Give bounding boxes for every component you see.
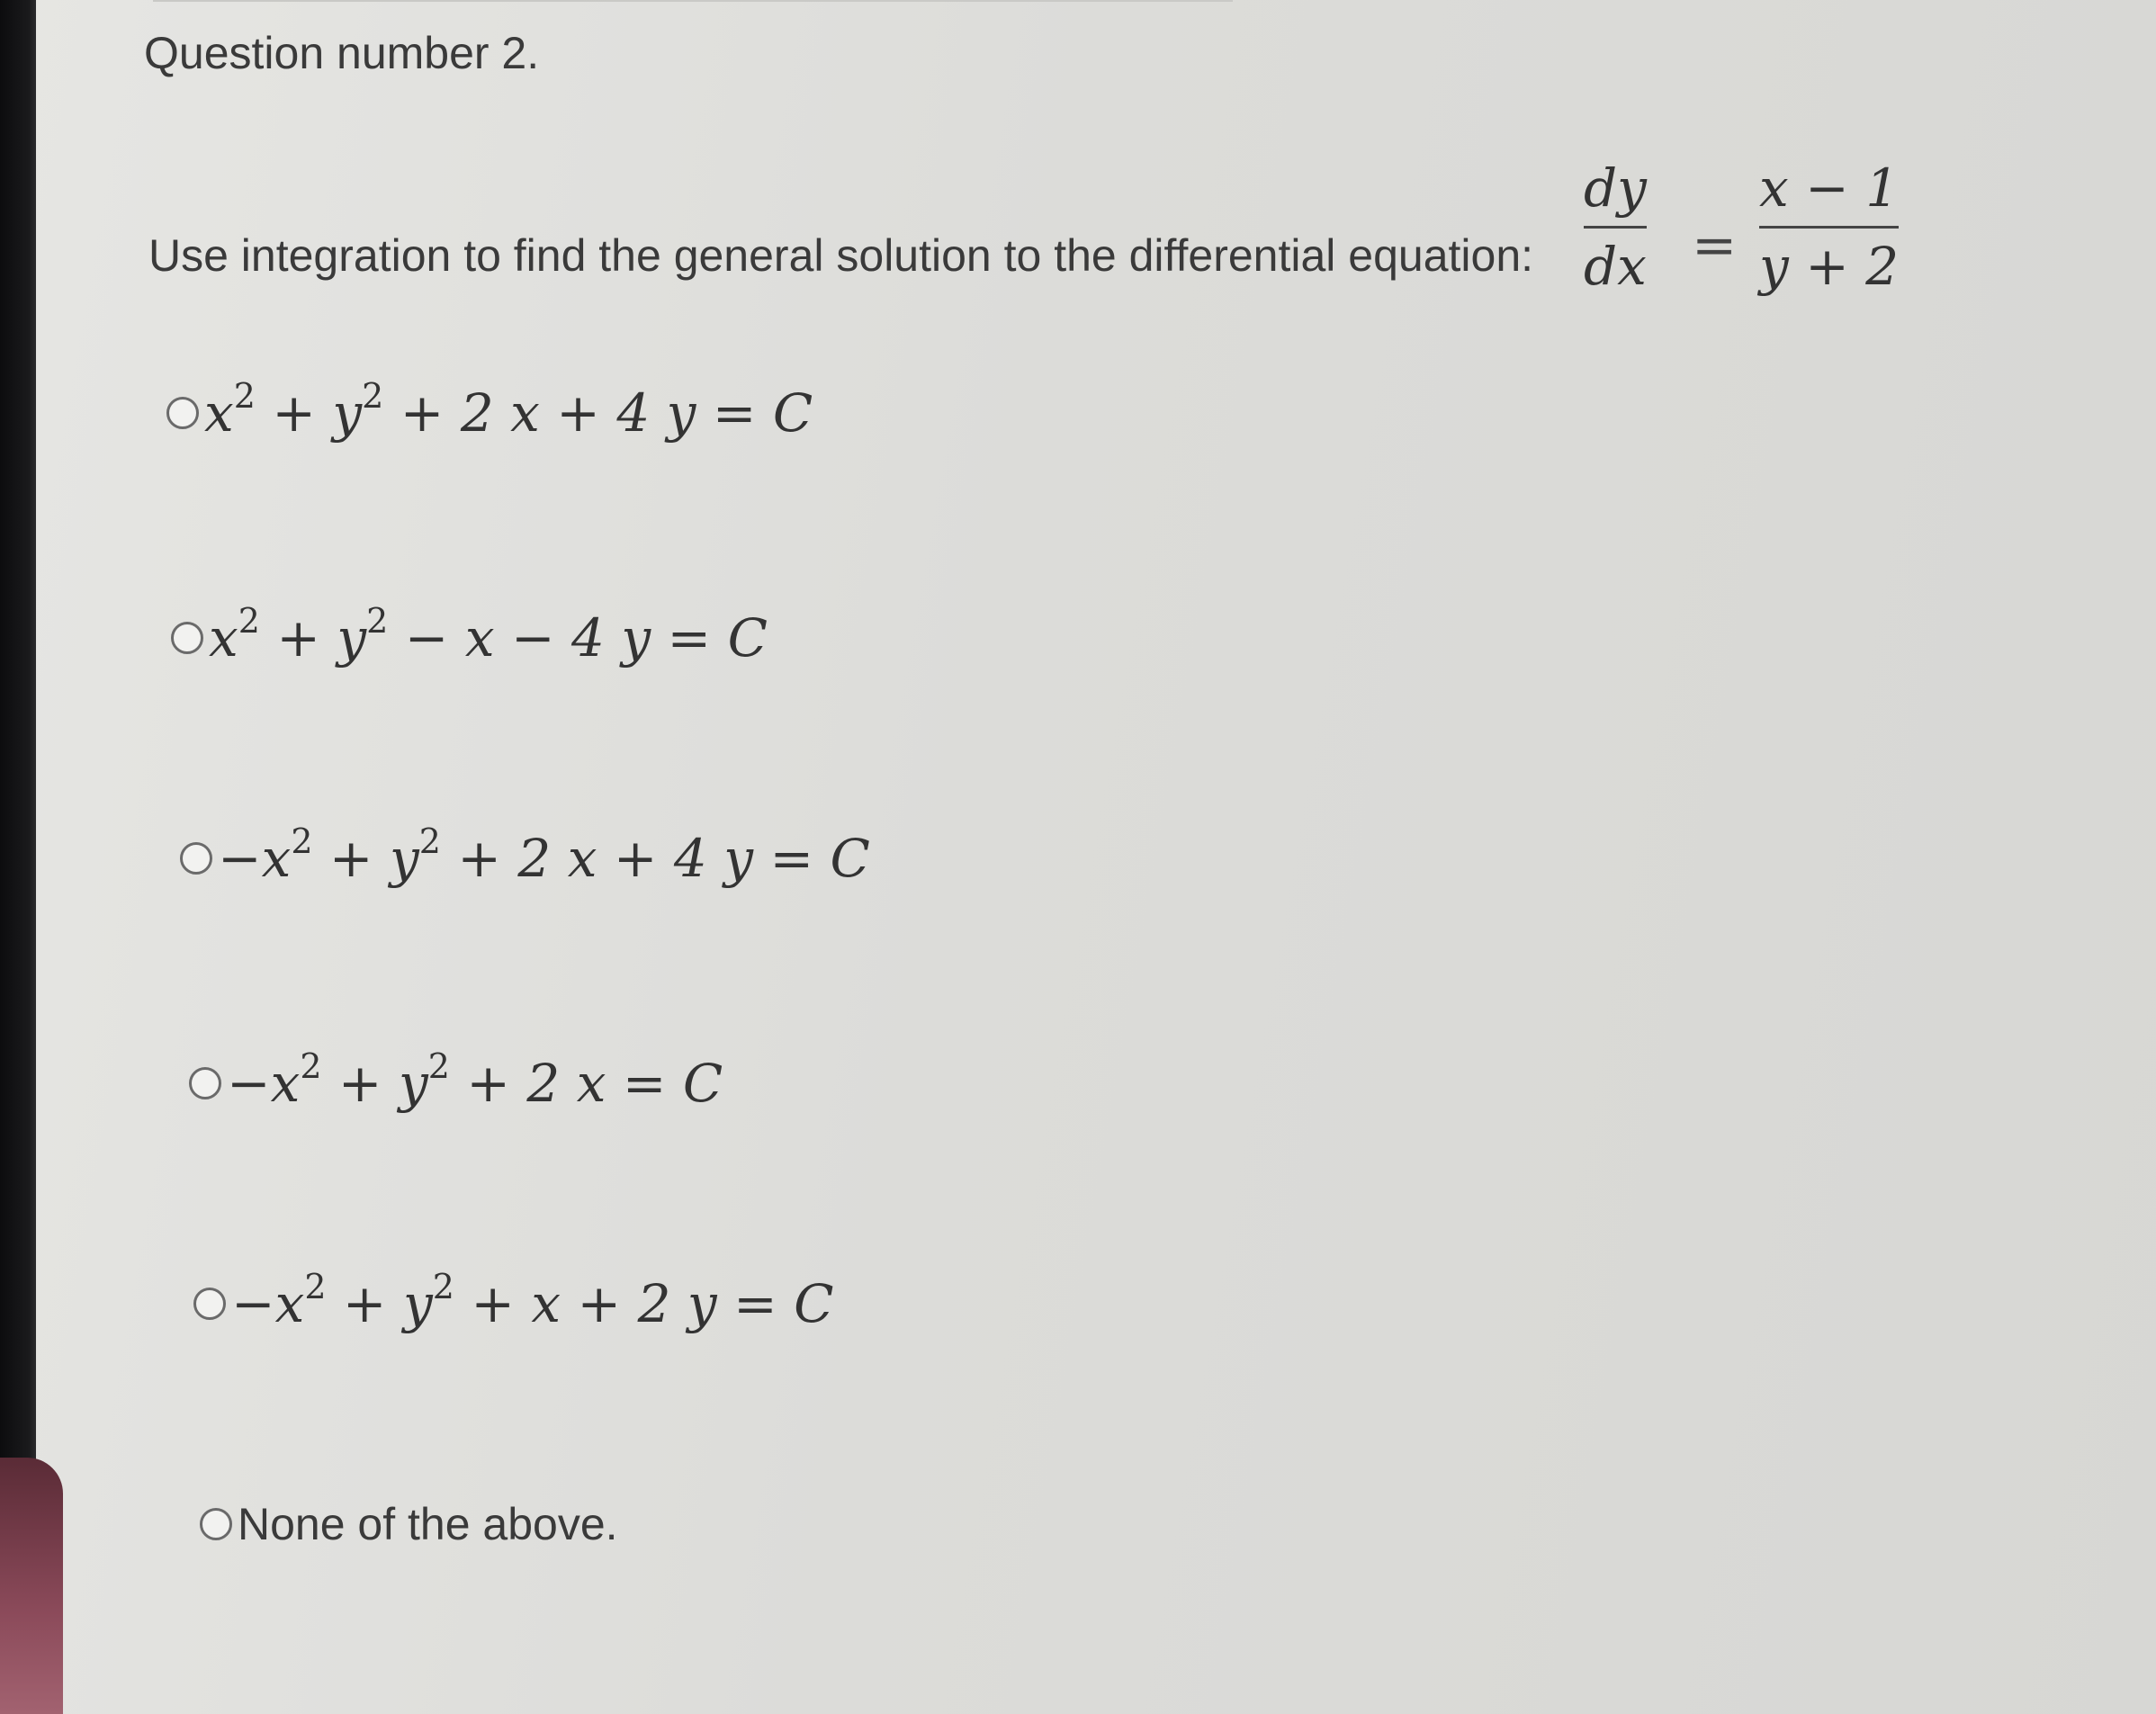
equals-sign: = <box>1692 214 1738 277</box>
radio-button[interactable] <box>180 842 212 875</box>
option-4-expression: $-x^2 + y^2 + 2$ x = C <box>227 1046 723 1114</box>
option-5[interactable] <box>193 1267 834 1334</box>
option-6-label: None of the above. <box>238 1499 618 1549</box>
rhs-numerator: x − 1 <box>1759 157 1900 219</box>
option-3[interactable] <box>180 821 870 889</box>
lhs-fraction-bar <box>1584 226 1647 229</box>
option-1[interactable] <box>166 376 813 444</box>
radio-button[interactable] <box>189 1067 221 1099</box>
top-divider <box>153 0 1233 2</box>
lhs-denominator: dx <box>1584 236 1647 297</box>
option-3-expression: $-x^2 + y^2 + 2$ x + 4 y = C <box>218 821 870 889</box>
option-5-expression: $-x^2 + y^2 + x + 2$ y = C <box>231 1267 834 1334</box>
radio-button[interactable] <box>193 1288 226 1320</box>
question-prompt: Use integration to find the general solution to the differential equation: <box>148 230 1534 281</box>
radio-button[interactable] <box>200 1508 232 1540</box>
rhs-denominator: y + 2 <box>1759 236 1900 297</box>
option-6[interactable] <box>200 1498 618 1550</box>
option-2-expression: $x^2 + y^2 - x - 4$ y = C <box>209 601 768 669</box>
lhs-numerator: dy <box>1584 157 1647 219</box>
option-4[interactable] <box>189 1046 723 1114</box>
radio-button[interactable] <box>171 622 203 654</box>
question-number: Question number 2. <box>144 28 540 78</box>
rhs-fraction-bar <box>1759 226 1899 229</box>
lhs-fraction <box>1584 157 1647 297</box>
option-1-expression: $x^2 + y^2 + 2$ x + 4 y = C <box>204 376 813 444</box>
option-2[interactable] <box>171 601 768 669</box>
background-object <box>0 1458 63 1714</box>
rhs-fraction <box>1759 157 1899 297</box>
radio-button[interactable] <box>166 397 199 429</box>
